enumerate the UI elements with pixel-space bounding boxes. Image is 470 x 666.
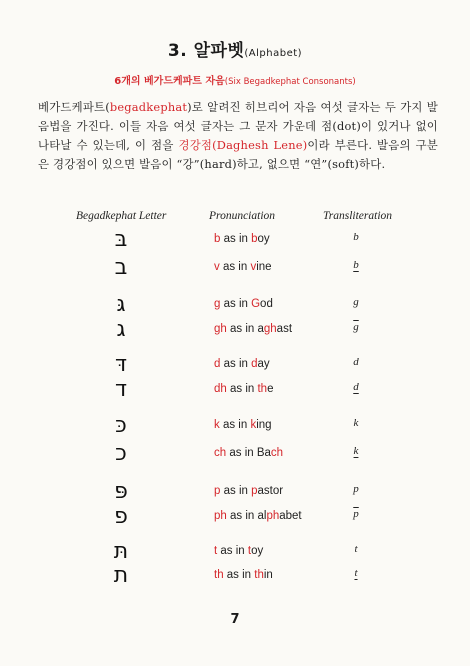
transliteration: g <box>353 296 359 308</box>
pronunciation: t as in toy <box>214 545 264 557</box>
page-number: 7 <box>230 612 240 627</box>
pronunciation: gh as in aghast <box>214 323 293 335</box>
hebrew-letter: ב <box>114 255 128 280</box>
transliteration: t <box>354 567 358 579</box>
hebrew-letter: פּ <box>114 479 128 504</box>
page-title <box>0 36 470 61</box>
table-row <box>0 479 470 507</box>
header-pronunciation: Pronunciation <box>209 210 276 222</box>
header-transliteration: Transliteration <box>323 210 393 222</box>
table-row <box>0 377 470 405</box>
transliteration: k <box>353 417 359 429</box>
pronunciation: ph as in alphabet <box>214 510 302 522</box>
hebrew-letter: גּ <box>116 292 126 317</box>
intro-paragraph <box>38 98 438 174</box>
table-row <box>0 352 470 380</box>
transliteration: p <box>353 483 359 495</box>
table-row <box>0 413 470 441</box>
hebrew-letter: בּ <box>114 227 128 252</box>
transliteration: d <box>353 356 359 368</box>
hebrew-letter: ת <box>113 563 129 588</box>
table-row <box>0 255 470 283</box>
transliteration: t <box>354 543 358 555</box>
pronunciation: k as in king <box>214 419 272 431</box>
transliteration: $\overline{g}$ <box>353 321 359 333</box>
hebrew-letter: פ <box>114 504 128 529</box>
table-row <box>0 441 470 469</box>
pronunciation: g as in God <box>214 298 273 310</box>
hebrew-letter: ד <box>114 377 127 402</box>
transliteration: b <box>353 231 359 243</box>
transliteration: k <box>353 445 359 457</box>
pronunciation: dh as in the <box>214 383 274 395</box>
paragraph-part-3: 이라 부른다. 발음의 구분은 경강점이 있으면 발음이 “강”(hard)하고, 없으면 “연”(soft)하다. <box>38 138 438 171</box>
page-title-english: (Alphabet) <box>244 48 303 59</box>
hebrew-letter: תּ <box>113 539 129 564</box>
pronunciation: ch as in Bach <box>214 447 284 459</box>
subtitle-english: (Six Begadkephat Consonants) <box>224 77 356 87</box>
table-row <box>0 292 470 320</box>
hebrew-letter: ג <box>116 317 126 342</box>
transliteration: $\overline{p}$ <box>353 508 359 520</box>
pronunciation: b as in boy <box>214 233 270 245</box>
transliteration: b <box>353 259 359 271</box>
paragraph-term-daghesh: 경강점(Daghesh Lene) <box>178 138 308 152</box>
table-row <box>0 317 470 345</box>
page-title-korean: 3. 알파벳 <box>167 41 245 61</box>
table-row <box>0 227 470 255</box>
hebrew-letter: כּ <box>115 413 127 438</box>
pronunciation: d as in day <box>214 358 270 370</box>
header-letter: Begadkephat Letter <box>76 210 167 222</box>
table-row <box>0 539 470 567</box>
pronunciation: v as in vine <box>214 261 272 273</box>
hebrew-letter: כ <box>115 441 127 466</box>
section-subtitle <box>0 72 470 87</box>
subtitle-korean: 6개의 베가드케파트 자음 <box>114 76 225 87</box>
paragraph-part-2: )로 알려진 히브리어 자음 여섯 글자는 두 가지 발음법을 가진다. 이들 자음 여섯 글자는 그 문자 가운데 점(dot)이 있거나 없이 나타날 수 있는데, 이 점을 <box>38 100 438 152</box>
transliteration: d <box>353 381 359 393</box>
paragraph-term-begadkephat: begadkephat <box>109 100 188 114</box>
pronunciation: p as in pastor <box>214 485 284 497</box>
table-row <box>0 504 470 532</box>
paragraph-part-1: 베가드케파트( <box>38 100 110 114</box>
hebrew-letter: דּ <box>114 352 127 377</box>
pronunciation: th as in thin <box>214 569 273 581</box>
table-row <box>0 563 470 591</box>
